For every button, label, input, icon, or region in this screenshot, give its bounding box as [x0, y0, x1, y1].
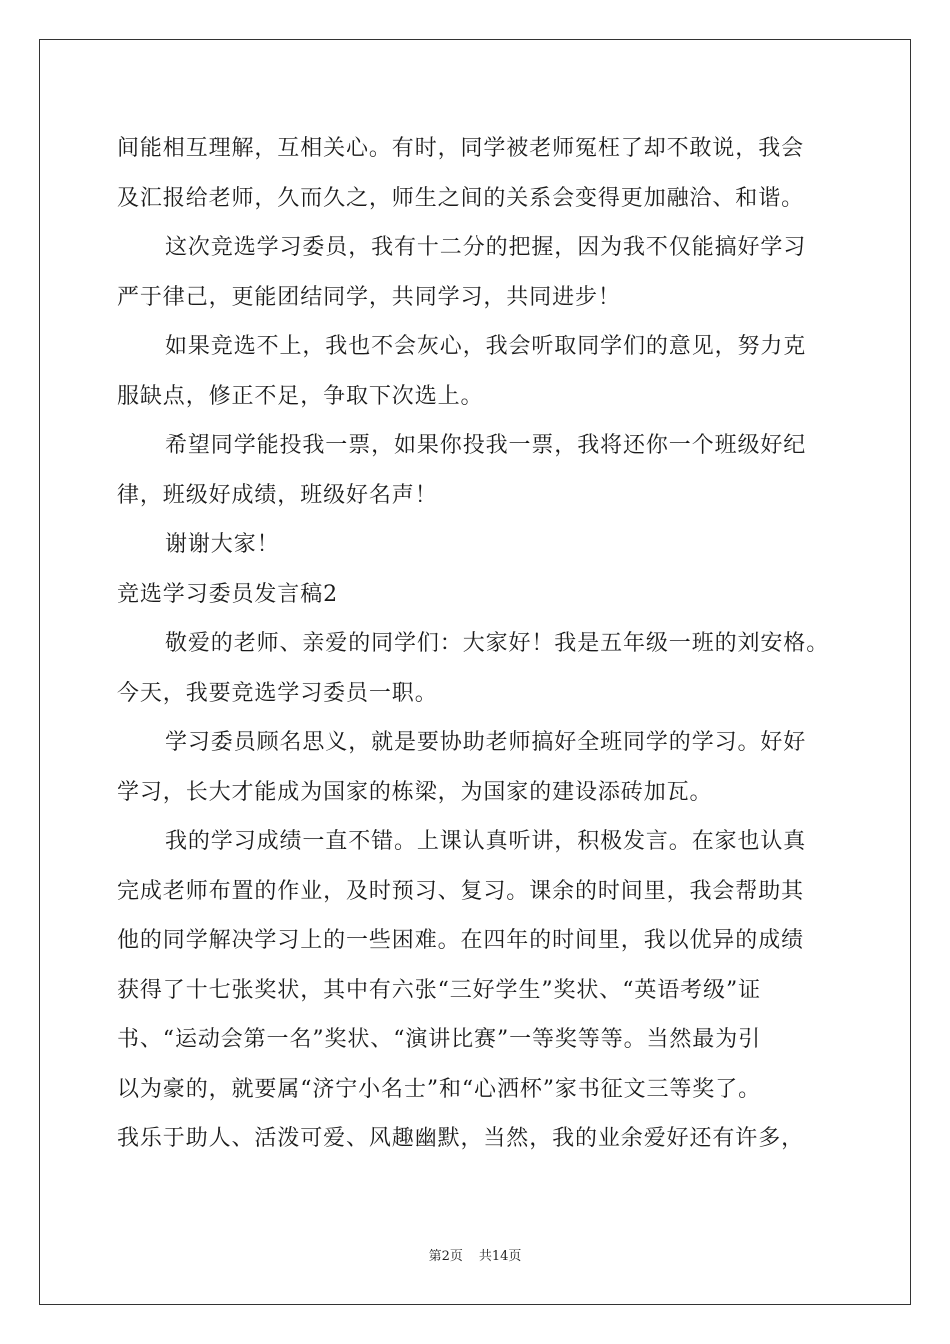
text-line: 他的同学解决学习上的一些困难。在四年的时间里，我以优异的成绩: [117, 928, 805, 953]
text-line: 严于律己，更能团结同学，共同学习，共同进步！: [117, 284, 621, 310]
text-line: 敬爱的老师、亲爱的同学们：大家好！我是五年级一班的刘安格。: [165, 631, 830, 656]
text-line: 如果竞选不上，我也不会灰心，我会听取同学们的意见，努力克: [165, 334, 807, 359]
text-line: 学习委员顾名思义，就是要协助老师搞好全班同学的学习。好好: [165, 730, 807, 755]
text-line: 我的学习成绩一直不错。上课认真听讲，积极发言。在家也认真: [165, 829, 807, 854]
text-line: 竞选学习委员发言稿2: [117, 581, 338, 607]
text-line: 以为豪的，就要属“济宁小名士”和“心洒杯”家书征文三等奖了。: [117, 1076, 761, 1102]
page-number: 第2页: [428, 1249, 463, 1264]
text-line: 服缺点，修正不足，争取下次选上。: [117, 383, 484, 409]
text-line: 学习，长大才能成为国家的栋梁，为国家的建设添砖加瓦。: [117, 779, 713, 805]
page-total: 共14页: [478, 1249, 522, 1264]
text-line: 获得了十七张奖状，其中有六张“三好学生”奖状、“英语考级”证: [117, 977, 761, 1003]
document-body: [117, 124, 847, 1164]
text-line: 完成老师布置的作业，及时预习、复习。课余的时间里，我会帮助其: [117, 878, 805, 904]
text-line: 今天，我要竞选学习委员一职。: [117, 680, 438, 706]
text-line: 希望同学能投我一票，如果你投我一票，我将还你一个班级好纪: [165, 433, 807, 458]
text-line: 这次竞选学习委员，我有十二分的把握，因为我不仅能搞好学习: [165, 235, 807, 260]
text-line: 书、“运动会第一名”奖状、“演讲比赛”一等奖等等。当然最为引: [117, 1027, 761, 1052]
text-line: 我乐于助人、活泼可爱、风趣幽默，当然，我的业余爱好还有许多，: [117, 1126, 805, 1151]
text-line: 间能相互理解，互相关心。有时，同学被老师冤枉了却不敢说，我会: [117, 136, 805, 161]
text-line: 谢谢大家！: [165, 532, 280, 557]
page-footer: [0, 1245, 950, 1264]
text-line: 及汇报给老师，久而久之，师生之间的关系会变得更加融洽、和谐。: [117, 185, 805, 211]
text-line: 律，班级好成绩，班级好名声！: [117, 482, 438, 508]
